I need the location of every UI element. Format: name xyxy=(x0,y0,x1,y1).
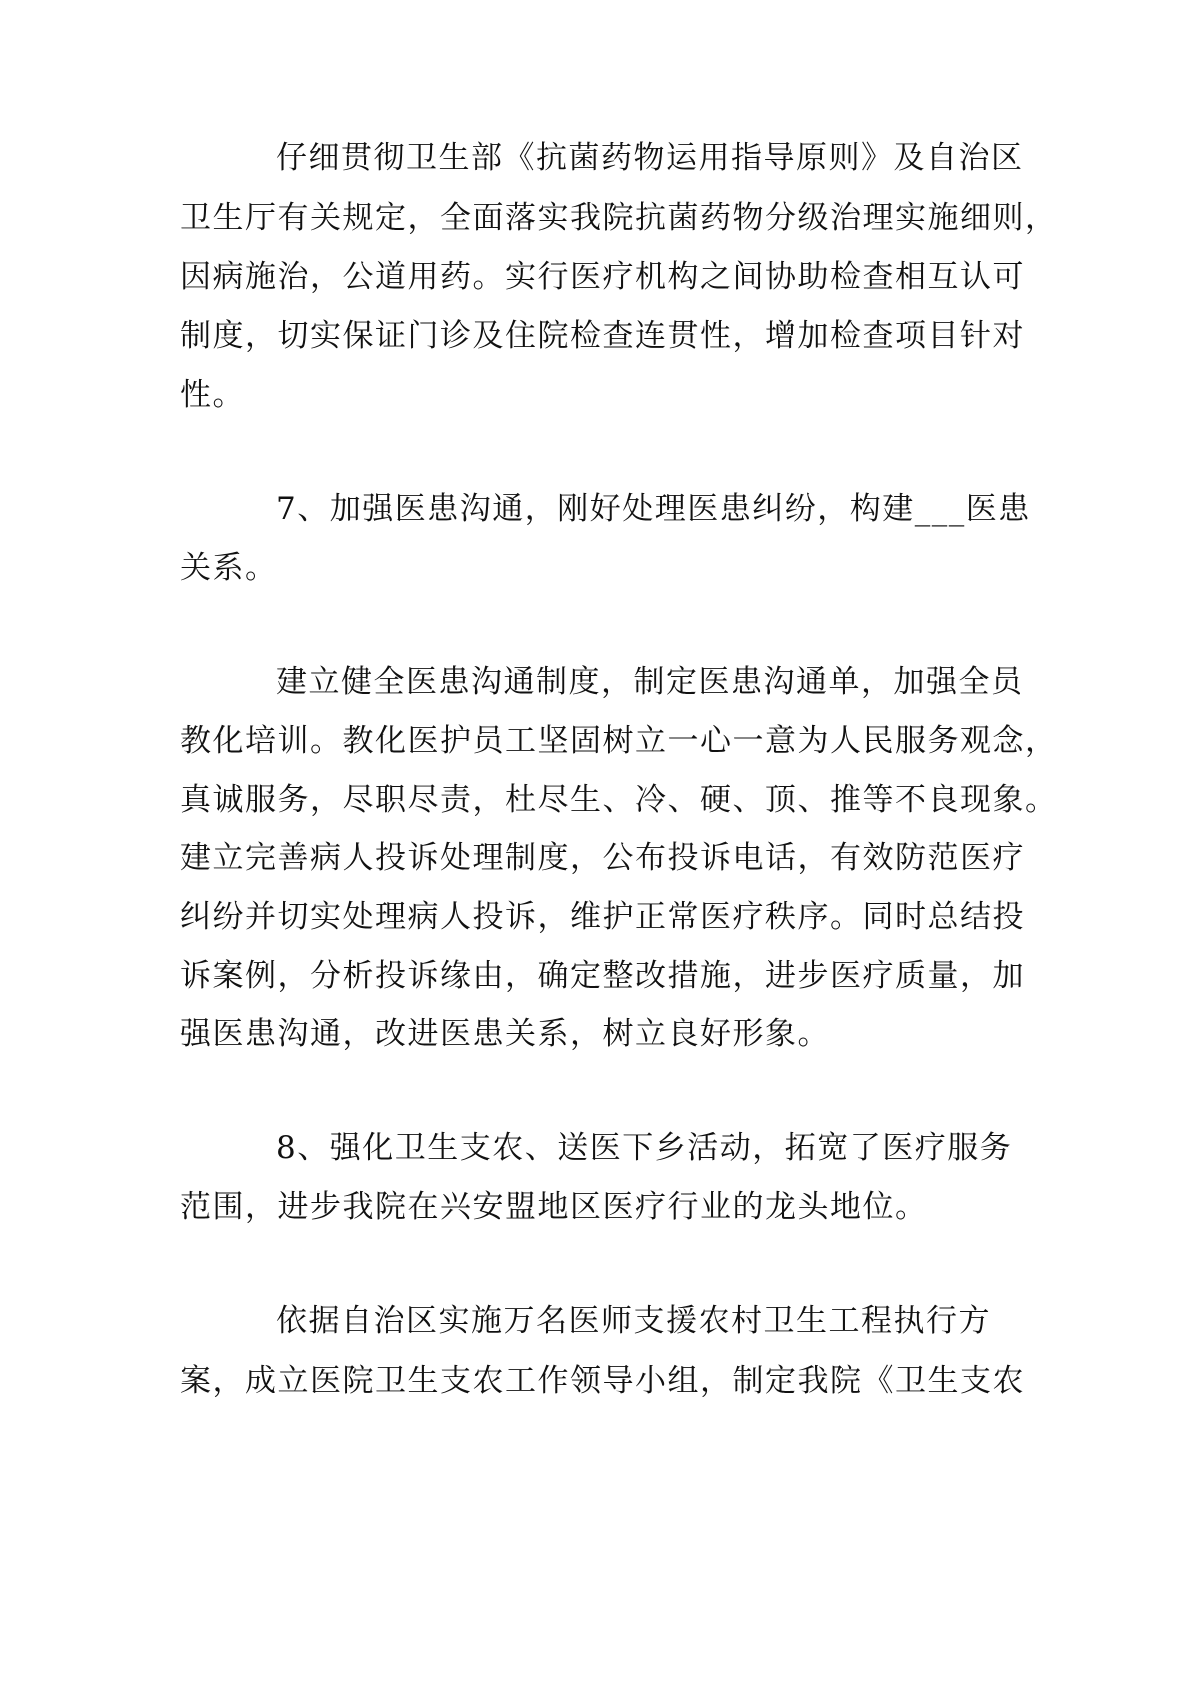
section-8-heading-line-2: 范围，进步我院在兴安盟地区医疗行业的龙头地位。 xyxy=(180,1189,928,1225)
paragraph-1-line-1: 仔细贯彻卫生部《抗菌药物运用指导原则》及自治区 xyxy=(276,140,1024,176)
paragraph-3-line-4: 建立完善病人投诉处理制度，公布投诉电话，有效防范医疗 xyxy=(180,840,1025,876)
paragraph-1-line-2: 卫生厅有关规定，全面落实我院抗菌药物分级治理实施细则， xyxy=(180,200,1058,236)
paragraph-3-line-1: 建立健全医患沟通制度，制定医患沟通单，加强全员 xyxy=(276,664,1024,700)
paragraph-5-line-1: 依据自治区实施万名医师支援农村卫生工程执行方 xyxy=(276,1303,991,1339)
section-7-heading-line-1: 7、加强医患沟通，刚好处理医患纠纷，构建___医患 xyxy=(276,491,1031,527)
paragraph-3-line-2: 教化培训。教化医护员工坚固树立一心一意为人民服务观念， xyxy=(180,723,1058,759)
section-8-heading-line-1: 8、强化卫生支农、送医下乡活动，拓宽了医疗服务 xyxy=(276,1130,1013,1166)
paragraph-3-line-7: 强医患沟通，改进医患关系，树立良好形象。 xyxy=(180,1016,830,1052)
paragraph-5-line-2: 案，成立医院卫生支农工作领导小组，制定我院《卫生支农 xyxy=(180,1363,1025,1399)
paragraph-3-line-5: 纠纷并切实处理病人投诉，维护正常医疗秩序。同时总结投 xyxy=(180,899,1025,935)
section-7-heading-line-2: 关系。 xyxy=(180,550,278,586)
paragraph-3-line-3: 真诚服务，尽职尽责，杜尽生、冷、硬、顶、推等不良现象。 xyxy=(180,782,1058,818)
paragraph-1-line-3: 因病施治，公道用药。实行医疗机构之间协助检查相互认可 xyxy=(180,259,1025,295)
paragraph-1-line-4: 制度，切实保证门诊及住院检查连贯性，增加检查项目针对 xyxy=(180,318,1025,354)
paragraph-3-line-6: 诉案例，分析投诉缘由，确定整改措施，进步医疗质量，加 xyxy=(180,958,1025,994)
paragraph-1-line-5: 性。 xyxy=(180,377,245,413)
